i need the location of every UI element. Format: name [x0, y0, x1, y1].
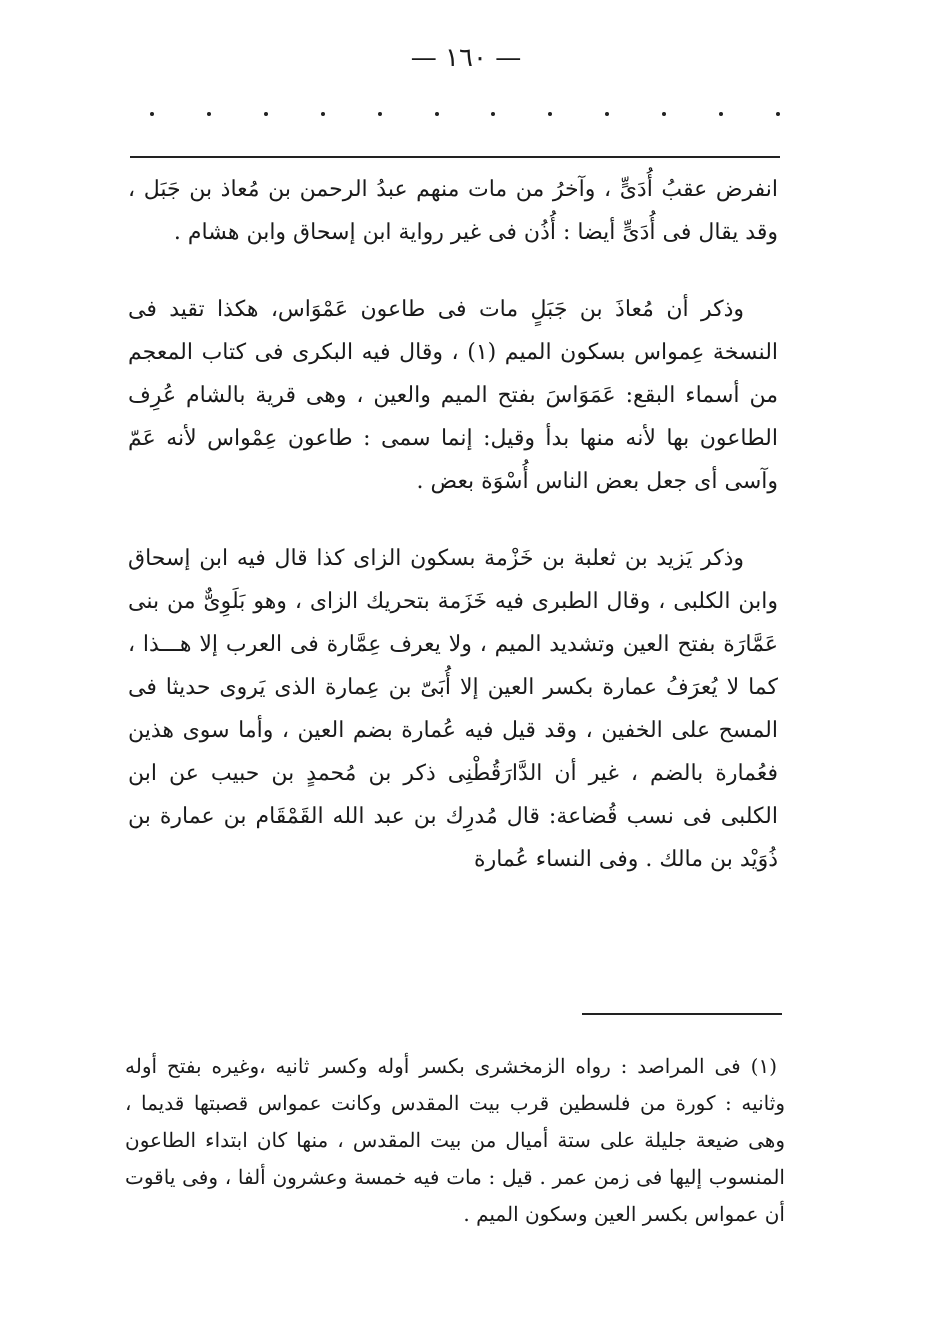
separator-dot [435, 112, 439, 116]
body-paragraph: انفرض عقبُ أُدَىٍّ ، وآخرُ من مات منهم عبدُ الرحمن بن مُعاذ بن جَبَل ، وقد يقال فى أُدَىٍّ أيضا : أُذُن فى غير رواية ابن إسحاق وابن هشام . [128, 177, 778, 245]
separator-dot [150, 112, 154, 116]
separator-dot [605, 112, 609, 116]
separator-dot [207, 112, 211, 116]
body-paragraph: وذكر أن مُعاذَ بن جَبَلٍ مات فى طاعون عَمْوَاس، هكذا تقيد فى النسخة عِمواس بسكون الميم (١) ، وقال فيه البكرى فى كتاب المعجم من أسماء البقع: عَمَوَاسَ بفتح الميم والعين ، وهى قرية بالشام عُرِف الطاعون بها لأنه منها بدأ وقيل: إنما سمى : طاعون عِمْواس لأنه عَمّ وآسى أى جعل بعض الناس أُسْوَة بعض . [128, 297, 779, 494]
footnote-text: (١) فى المراصد : رواه الزمخشرى بكسر أوله وكسر ثانيه ،وغيره بفتح أوله وثانيه : كورة من فلسطين قرب بيت المقدس وكانت عمواس قصبتها قديما ، وهى ضيعة جليلة على ستة أميال من بيت المقدس ، منها كان ابتداء الطاعون المنسوب إليها فى زمن عمر . قيل : مات فيه خمسة وعشرون ألفا ، وفى ياقوت أن عمواس بكسر العين وسكون الميم . [125, 1054, 785, 1226]
footnote-rule [582, 1013, 782, 1015]
body-text [128, 168, 778, 915]
separator-dot [321, 112, 325, 116]
separator-dot [491, 112, 495, 116]
separator-dot [719, 112, 723, 116]
separator-dot [548, 112, 552, 116]
top-rule [130, 156, 780, 158]
body-paragraph: وذكر يَزيد بن ثعلبة بن خَزْمة بسكون الزاى كذا قال فيه ابن إسحاق وابن الكلبى ، وقال الطبرى فيه خَزَمة بتحريك الزاى ، وهو بَلَوِىٌّ من بنى عَمَّارَة بفتح العين وتشديد الميم ، ولا يعرف عِمَّارة فى العرب إلا هـــذا ، كما لا يُعرَفُ عمارة بكسر العين إلا أُبَىّ بن عِمارة الذى يَروى حديثا فى المسح على الخفين ، وقد قيل فيه عُمارة بضم العين ، وأما سوى هذين فعُمارة بالضم ، غير أن الدَّارَقُطْنِى ذكر بن مُحمدٍ بن حبيب عن ابن الكلبى فى نسب قُضاعة: قال مُدرِك بن عبد الله القَمْقَام بن عمارة بن ذُوَيْد بن مالك . وفى النساء عُمارة [128, 546, 778, 872]
separator-dot [264, 112, 268, 116]
separator-dot [662, 112, 666, 116]
page-number: — ١٦٠ — [410, 43, 522, 73]
separator-dot [776, 112, 780, 116]
separator-dots [150, 112, 780, 116]
separator-dot [378, 112, 382, 116]
footnote [125, 1048, 785, 1233]
